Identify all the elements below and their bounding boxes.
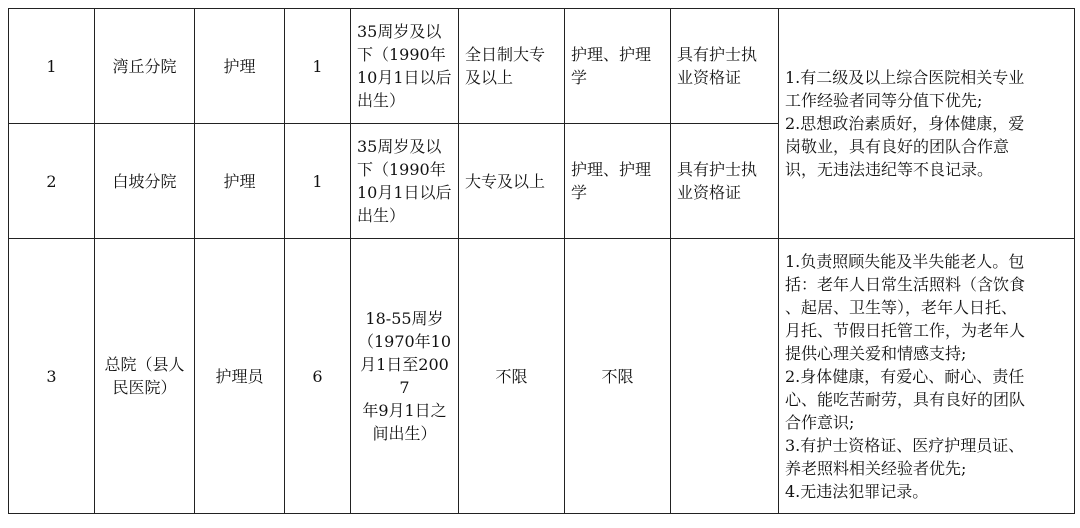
unit-line: 民医院） — [112, 378, 177, 397]
qualification-cell — [671, 239, 779, 514]
remark-line: 3.有护士资格证、医疗护理员证、 — [785, 435, 1025, 455]
remark-line: 养老照料相关经验者优先; — [785, 458, 967, 478]
age-line: 下（1990年 — [357, 160, 446, 179]
qualification-cell — [671, 124, 779, 239]
headcount-cell: 1 — [285, 9, 351, 124]
remark-line: 提供心理关爱和情感支持; — [785, 343, 967, 363]
remark-line: 2.身体健康，有爱心、耐心、责任 — [785, 366, 1025, 386]
age-line: 年9月1日之 — [362, 401, 447, 420]
education-line: 及以上 — [465, 68, 514, 87]
age-line: 月1日至2007 — [360, 355, 449, 397]
age-line: （1970年10 — [357, 332, 452, 351]
age-line: 35周岁及以 — [357, 137, 442, 156]
age-line: 下（1990年 — [357, 45, 446, 64]
age-line: 10月1日以后 — [357, 68, 452, 87]
table-row — [9, 9, 1075, 124]
qualification-line: 具有护士执 — [677, 160, 758, 179]
age-line: 出生） — [357, 206, 406, 225]
remark-line: 合作意识; — [785, 412, 855, 432]
age-line: 出生） — [357, 91, 406, 110]
major-line: 护理、护理 — [571, 160, 652, 179]
education-cell — [459, 124, 565, 239]
major-cell: 不限 — [565, 239, 671, 514]
remark-line: 岗敬业，具有良好的团队合作意 — [785, 137, 1010, 156]
education-line: 全日制大专 — [465, 45, 546, 64]
age-line: 10月1日以后 — [357, 183, 452, 202]
remark-line: 括：老年人日常生活照料（含饮食 — [785, 274, 1026, 294]
recruitment-table-sheet — [8, 8, 1074, 520]
post-cell: 护理 — [195, 9, 285, 124]
qualification-cell — [671, 9, 779, 124]
remark-line: 心、能吃苦耐劳，具有良好的团队 — [785, 389, 1026, 409]
unit-cell — [95, 239, 195, 514]
remarks-cell — [779, 239, 1075, 514]
age-line: 18-55周岁 — [365, 309, 444, 328]
major-cell — [565, 9, 671, 124]
remark-line: 1.负责照顾失能及半失能老人。包 — [785, 251, 1025, 271]
qualification-line: 业资格证 — [677, 183, 742, 202]
remark-line: 4.无违法犯罪记录。 — [785, 481, 929, 501]
headcount-cell: 1 — [285, 124, 351, 239]
headcount-cell: 6 — [285, 239, 351, 514]
remark-line: 2.思想政治素质好，身体健康，爱 — [785, 114, 1025, 133]
age-requirement-cell — [351, 239, 459, 514]
remark-line: 工作经验者同等分值下优先; — [785, 91, 983, 110]
age-line: 间出生） — [372, 424, 437, 443]
qualification-line: 具有护士执 — [677, 45, 758, 64]
unit-line: 总院（县人 — [104, 355, 185, 374]
recruitment-table — [8, 8, 1075, 514]
remarks-cell — [779, 9, 1075, 239]
unit-cell: 白坡分院 — [95, 124, 195, 239]
row-number-cell: 1 — [9, 9, 95, 124]
unit-cell: 湾丘分院 — [95, 9, 195, 124]
qualification-line: 业资格证 — [677, 68, 742, 87]
remark-line: 识，无违法违纪等不良记录。 — [785, 160, 994, 179]
major-line: 学 — [571, 183, 588, 202]
major-cell — [565, 124, 671, 239]
post-cell: 护理员 — [195, 239, 285, 514]
remark-line: 、起居、卫生等），老年人日托、 — [785, 297, 1018, 317]
age-requirement-cell — [351, 124, 459, 239]
age-line: 35周岁及以 — [357, 22, 442, 41]
education-line: 大专及以上 — [465, 171, 546, 191]
remark-line: 月托、节假日托管工作，为老年人 — [785, 320, 1026, 340]
education-cell — [459, 9, 565, 124]
post-cell: 护理 — [195, 124, 285, 239]
row-number-cell: 2 — [9, 124, 95, 239]
major-line: 学 — [571, 68, 588, 87]
remark-line: 1.有二级及以上综合医院相关专业 — [785, 68, 1025, 87]
age-requirement-cell — [351, 9, 459, 124]
education-cell: 不限 — [459, 239, 565, 514]
major-line: 护理、护理 — [571, 45, 652, 64]
table-row — [9, 239, 1075, 514]
row-number-cell: 3 — [9, 239, 95, 514]
